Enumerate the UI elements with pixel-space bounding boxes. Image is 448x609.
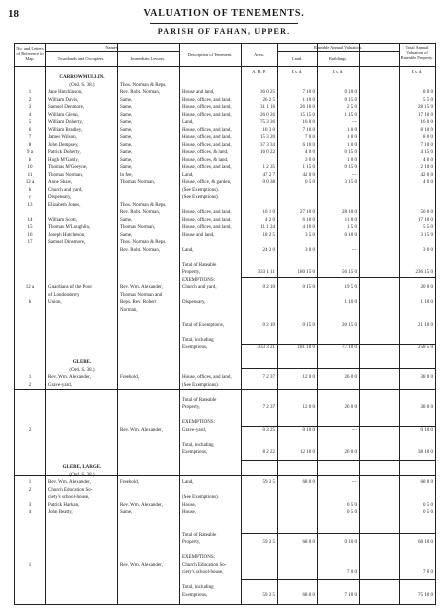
col-rule: [45, 44, 46, 604]
cell-occ: Hugh M'Ganly,: [48, 157, 79, 163]
cell-bld: 7 10 0: [344, 592, 357, 598]
cell-occ: John Beatty,: [48, 510, 73, 515]
cell-land: 6 10 0: [302, 142, 315, 148]
header-lessors: Immediate Lessors.: [130, 56, 166, 61]
cell-desc: Exemptions,: [182, 345, 208, 350]
cell-desc: Land,: [182, 480, 194, 485]
cell-les: Rev. Robt. Norman,: [120, 210, 161, 215]
cell-les: Thomas Norman and: [120, 292, 163, 298]
cell-occ: Grave-yard,: [48, 382, 73, 388]
cell-bld: 1 15 0: [344, 112, 357, 118]
cell-bld: 3 15 0: [344, 180, 357, 185]
cell-occ: (Ord. S. 38.): [69, 472, 95, 478]
cell-tot: 4 15 0: [420, 150, 433, 155]
cell-bld: —: [352, 427, 357, 433]
cell-bld: 26 0 0: [344, 375, 357, 380]
cell-tot: 68 10 0: [418, 540, 433, 545]
cell-les: Same,: [120, 232, 133, 238]
cell-tot: 8 0 0: [423, 135, 433, 140]
cell-occ: CARROWMULLIN.: [59, 75, 105, 80]
cell-desc: House, offices, and land,: [182, 112, 232, 118]
cell-les: Rev. Wm. Alexander,: [120, 502, 163, 508]
cell-no: 2: [28, 382, 32, 388]
cell-bld: 1 5 0: [347, 225, 357, 230]
cell-area: 31 1 16: [260, 105, 275, 110]
header-buildings: Buildings.: [328, 56, 348, 61]
cell-area: 15 3 20: [260, 135, 275, 140]
cell-desc: House, offices, and land,: [182, 375, 232, 380]
cell-land: 3 5 0: [305, 232, 315, 238]
cell-desc: Total of Exemptions,: [182, 322, 225, 328]
cell-area: 26 2 5: [262, 97, 275, 103]
cell-no: 7: [28, 135, 32, 140]
cell-tot: 2 10 0: [420, 165, 433, 170]
cell-area: 24 2 0: [262, 247, 275, 253]
cell-occ: Thomas M'Loughlin,: [48, 225, 91, 230]
cell-desc: House and land,: [182, 232, 215, 238]
title-rule: [150, 23, 298, 24]
cell-tot: 42 0 0: [420, 172, 433, 178]
cell-les: Thos. Norman & Reps.: [120, 82, 167, 88]
cell-les: Rev. Robt. Norman,: [120, 247, 161, 253]
cell-no: 1: [28, 375, 32, 380]
cell-area: 18 2 5: [262, 232, 275, 238]
cell-land: 181 10 0: [297, 345, 315, 350]
cell-tot: 0 10 0: [420, 427, 433, 433]
cell-desc: House and land,: [182, 90, 215, 95]
cell-desc: (See Exemptions).: [182, 195, 219, 200]
cell-occ: of Londonderry: [48, 292, 80, 298]
cell-occ: Samuel Denmore,: [48, 105, 85, 110]
cell-les: Rev. Wm. Alexander,: [120, 285, 163, 290]
cell-occ: GLEBE.: [72, 360, 92, 365]
cell-desc: Total of Rateable: [182, 532, 217, 538]
cell-occ: Thomas Norman,: [48, 172, 83, 178]
col-rule: [179, 44, 180, 604]
cell-les: Rev. Wm. Alexander,: [120, 427, 163, 433]
cell-tot: 68 0 0: [420, 480, 433, 485]
cell-tot: 7 0 0: [423, 570, 433, 575]
cell-tot: 28 15 0: [418, 105, 433, 110]
cell-occ: (Ord. S. 38.): [69, 367, 95, 373]
cell-bld: 0 15 0: [344, 165, 357, 170]
cell-desc: Total of Rateable: [182, 397, 217, 403]
cell-tot: 0 5 0: [423, 510, 433, 515]
cell-tot: 236 15 0: [415, 270, 433, 275]
unit-lsd: £ s. d.: [332, 69, 344, 74]
cell-occ: William Doherty,: [48, 120, 83, 125]
cell-desc: ciety's school-house,: [182, 570, 224, 575]
cell-bld: 0 10 0: [344, 232, 357, 238]
cell-les: Same,: [120, 97, 133, 103]
cell-bld: 1 10 0: [344, 300, 357, 305]
cell-tot: 4 0 0: [423, 157, 433, 163]
cell-no: 2: [28, 97, 32, 103]
cell-desc: House,: [182, 510, 197, 515]
cell-desc: Total, including: [182, 442, 214, 448]
cell-bld: 0 5 0: [347, 510, 357, 515]
cell-les: Same,: [120, 150, 133, 155]
cell-occ: Rev. Wm. Alexander,: [48, 375, 91, 380]
cell-desc: Exemptions,: [182, 592, 208, 598]
cell-tot: 4 0 0: [423, 180, 433, 185]
cell-no: 12 a: [25, 285, 35, 290]
cell-desc: EXEMPTIONS:: [182, 555, 216, 560]
cell-occ: ciety's school-house,: [48, 495, 90, 500]
cell-les: Same,: [120, 165, 133, 170]
cell-bld: 1 0 0: [347, 157, 357, 163]
cell-occ: William Scott,: [48, 217, 77, 223]
cell-area: 11 1 24: [260, 225, 275, 230]
cell-no: c: [28, 195, 32, 200]
cell-no: 4: [28, 112, 32, 118]
cell-land: 7 0 0: [305, 135, 315, 140]
cell-bld: 0 15 0: [344, 97, 357, 103]
cell-desc: Property,: [182, 270, 201, 275]
cell-land: 15 15 0: [300, 112, 315, 118]
cell-bld: 1 0 0: [347, 142, 357, 148]
cell-occ: Jane Hutchinson,: [48, 90, 83, 95]
cell-desc: House, office, & garden,: [182, 180, 232, 185]
cell-land: 0 10 0: [302, 427, 315, 433]
cell-desc: Dispensary,: [182, 300, 206, 305]
cell-area: 0 3 25: [262, 427, 275, 433]
cell-no: b: [28, 157, 32, 163]
cell-les: Thos. Norman & Reps.: [120, 202, 167, 208]
cell-area: 75 3 36: [260, 120, 275, 125]
cell-desc: Land,: [182, 247, 194, 253]
header-rule: [45, 51, 179, 52]
cell-les: Same,: [120, 157, 133, 163]
valuation-table: [14, 43, 436, 605]
cell-les: Thos. Norman & Reps.: [120, 240, 167, 245]
cell-no: 11: [27, 172, 33, 178]
unit-arp: A. R. P.: [252, 69, 266, 74]
cell-tot: 75 10 0: [418, 592, 433, 598]
cell-desc: (See Exemptions).: [182, 495, 219, 500]
cell-desc: Exemptions,: [182, 450, 208, 455]
cell-tot: 258 5 0: [418, 345, 433, 350]
cell-occ: Rev. Wm. Alexander,: [48, 480, 91, 485]
cell-tot: 21 10 0: [418, 322, 433, 328]
cell-les: Same,: [120, 112, 133, 118]
cell-no: 10: [27, 165, 33, 170]
cell-no: 4: [28, 510, 32, 515]
cell-tot: 38 10 0: [418, 450, 433, 455]
sum-rule: [241, 277, 435, 278]
cell-bld: 2 5 0: [347, 105, 357, 110]
cell-les: Same,: [120, 135, 133, 140]
cell-occ: Thomas M'Geeyne,: [48, 165, 88, 170]
cell-no: 9 a: [27, 150, 33, 155]
cell-land: 3 0 0: [305, 247, 315, 253]
cell-occ: James Wilson,: [48, 135, 77, 140]
header-area: Area.: [254, 52, 264, 57]
cell-bld: 19 5 0: [344, 285, 357, 290]
unit-lsd: £ s. d.: [291, 69, 303, 74]
cell-desc: Church Education So-: [182, 562, 227, 568]
cell-land: 7 10 0: [302, 127, 315, 133]
cell-area: 0 2 10: [262, 285, 275, 290]
cell-desc: Total, including: [182, 337, 214, 343]
cell-area: 333 3 21: [257, 345, 275, 350]
cell-bld: 26 0 0: [344, 450, 357, 455]
cell-land: 12 0 0: [302, 375, 315, 380]
cell-tot: 20 0 0: [420, 285, 433, 290]
cell-bld: 77 10 0: [342, 345, 357, 350]
cell-bld: 11 0 0: [344, 217, 357, 223]
header-names: Names.: [105, 45, 119, 50]
cell-land: 68 0 0: [302, 592, 315, 598]
cell-bld: 56 15 0: [342, 270, 357, 275]
cell-land: 16 0 0: [302, 120, 315, 125]
cell-occ: Patrick Doherty,: [48, 150, 81, 155]
unit-lsd: £ s. d.: [411, 69, 423, 74]
cell-area: 47 2 7: [262, 172, 275, 178]
cell-land: 1 10 0: [302, 97, 315, 103]
cell-no: 1: [28, 480, 32, 485]
cell-no: 17: [27, 240, 33, 245]
cell-occ: William Davis,: [48, 97, 79, 103]
cell-area: 10 3 0: [262, 127, 275, 133]
cell-tot: 1 10 0: [420, 300, 433, 305]
cell-area: 36 0 25: [260, 90, 275, 95]
cell-no: 3: [28, 105, 32, 110]
cell-desc: House, offices, and land,: [182, 142, 232, 148]
cell-desc: Total of Rateable: [182, 262, 217, 268]
cell-desc: EXEMPTIONS:: [182, 277, 216, 283]
cell-bld: 1 0 0: [347, 127, 357, 133]
cell-occ: William Glenn,: [48, 112, 79, 118]
cell-area: 8 2 22: [262, 450, 275, 455]
cell-tot: 38 0 0: [420, 405, 433, 410]
cell-no: 3: [28, 502, 32, 508]
cell-les: Same,: [120, 510, 133, 515]
cell-land: 3 0 0: [305, 157, 315, 163]
cell-tot: 56 0 0: [420, 210, 433, 215]
cell-tot: 3 15 0: [420, 232, 433, 238]
cell-occ: Joseph Hutcheson,: [48, 232, 86, 238]
page-title: VALUATION OF TENEMENTS.: [143, 8, 305, 19]
cell-land: 27 10 0: [300, 210, 315, 215]
cell-desc: House, offices, and land,: [182, 127, 232, 133]
cell-les: Thomas Norman,: [120, 225, 155, 230]
cell-land: 0 5 0: [305, 180, 315, 185]
cell-desc: House, offices, and land,: [182, 217, 232, 223]
cell-tot: 7 10 0: [420, 142, 433, 148]
cell-occ: Elizabeth Jones,: [48, 202, 81, 208]
cell-area: 7 2 37: [262, 375, 275, 380]
cell-occ: Dispensary,: [48, 195, 72, 200]
cell-les: Freehold,: [120, 375, 140, 380]
cell-no: 16: [27, 232, 33, 238]
cell-area: 16 0 22: [260, 150, 275, 155]
cell-occ: Church and yard,: [48, 187, 83, 193]
cell-desc: House, offices, and land,: [182, 105, 232, 110]
cell-bld: 7 0 0: [347, 570, 357, 575]
cell-desc: Total, including: [182, 585, 214, 590]
page-subtitle: PARISH OF FAHAN, UPPER.: [157, 27, 291, 36]
sum-rule: [241, 368, 435, 369]
cell-tot: 8 0 0: [423, 90, 433, 95]
cell-area: 59 3 5: [262, 592, 275, 598]
cell-les: Thomas Norman,: [120, 180, 155, 185]
cell-area: 4 2 0: [265, 217, 275, 223]
cell-les: In fee,: [120, 172, 133, 178]
cell-les: Same,: [120, 105, 133, 110]
cell-occ: William Bradley,: [48, 127, 83, 133]
cell-land: 0 15 0: [302, 285, 315, 290]
header-no: No. and Letters of Reference to Map.: [16, 46, 44, 61]
cell-bld: 26 0 0: [344, 405, 357, 410]
cell-tot: 3 0 0: [423, 247, 433, 253]
cell-no: 8: [28, 142, 32, 148]
cell-les: Same,: [120, 217, 133, 223]
cell-area: 7 2 37: [262, 405, 275, 410]
cell-les: Freehold,: [120, 480, 140, 485]
cell-desc: House, offices, and land,: [182, 97, 232, 103]
cell-land: 68 0 0: [302, 480, 315, 485]
cell-no: b: [28, 300, 32, 305]
cell-bld: —: [352, 172, 357, 178]
cell-les: Rev. Wm. Alexander,: [120, 562, 163, 568]
cell-occ: GLEBE, LARGE.: [62, 465, 102, 470]
cell-bld: 0 5 0: [347, 502, 357, 508]
cell-desc: Land,: [182, 120, 194, 125]
cell-area: 0 0 38: [262, 180, 275, 185]
cell-bld: 0 10 0: [344, 90, 357, 95]
cell-desc: Church and yard,: [182, 285, 217, 290]
cell-tot: 8 10 0: [420, 127, 433, 133]
cell-bld: 0 15 0: [344, 150, 357, 155]
header-total: Total Annual Valuation of Rateable Property.: [400, 45, 434, 60]
cell-land: 6 10 0: [302, 217, 315, 223]
cell-land: 42 0 0: [302, 172, 315, 178]
cell-les: Reps. Rev. Robert: [120, 300, 157, 305]
cell-desc: House, offices, and land,: [182, 225, 232, 230]
cell-occ: Samuel Dinsmore,: [48, 240, 86, 245]
cell-tot: 5 5 0: [423, 225, 433, 230]
cell-les: Rev. Robt. Norman,: [120, 90, 161, 95]
cell-tot: 38 0 0: [420, 375, 433, 380]
cell-area: 59 3 5: [262, 480, 275, 485]
cell-area: 333 1 11: [257, 270, 275, 275]
cell-les: Same,: [120, 120, 133, 125]
cell-land: 4 0 0: [305, 150, 315, 155]
cell-area: 37 3 34: [260, 142, 275, 148]
cell-no: 5: [28, 120, 32, 125]
cell-occ: Guardians of the Poor: [48, 285, 93, 290]
cell-desc: (See Exemptions).: [182, 187, 219, 193]
cell-bld: 1 0 0: [347, 135, 357, 140]
cell-desc: House, offices, & land,: [182, 157, 229, 163]
cell-no: 1: [28, 562, 32, 568]
header-land: Land.: [291, 56, 303, 61]
cell-no: b: [28, 187, 32, 193]
cell-land: 4 10 0: [302, 225, 315, 230]
header-townlands: Townlands and Occupiers.: [57, 56, 105, 61]
cell-no: 2: [28, 427, 32, 433]
cell-no: 14: [27, 217, 33, 223]
cell-bld: —: [352, 247, 357, 253]
header-rule: [15, 66, 435, 67]
cell-land: 1 15 0: [302, 165, 315, 170]
cell-bld: —: [352, 120, 357, 125]
cell-tot: 17 10 0: [418, 112, 433, 118]
page-number: 18: [8, 8, 19, 20]
cell-land: 12 10 0: [300, 450, 315, 455]
col-rule: [359, 44, 360, 604]
cell-les: Same,: [120, 127, 133, 133]
cell-desc: House, offices, and land,: [182, 135, 232, 140]
cell-tot: 17 10 0: [418, 217, 433, 223]
cell-land: 0 15 0: [302, 322, 315, 328]
cell-bld: 20 15 0: [342, 322, 357, 328]
cell-no: 12 a: [25, 180, 35, 185]
header-rule: [277, 51, 399, 52]
cell-occ: (Ord. S. 38.): [69, 82, 95, 88]
cell-occ: Patrick Harkan,: [48, 502, 80, 508]
cell-desc: Grave-yard,: [182, 427, 207, 433]
cell-area: 1 2 35: [262, 165, 275, 170]
cell-land: 7 10 0: [302, 90, 315, 95]
cell-desc: House, offices, and land,: [182, 165, 232, 170]
cell-les: Same,: [120, 142, 133, 148]
cell-bld: 28 10 0: [342, 210, 357, 215]
cell-area: 0 2 10: [262, 322, 275, 328]
cell-occ: Union,: [48, 300, 62, 305]
sum-rule: [241, 533, 435, 534]
cell-desc: (See Exemptions).: [182, 382, 219, 388]
cell-les: Norman,: [120, 307, 138, 313]
cell-no: 2: [28, 487, 32, 493]
cell-desc: House, offices, and land,: [182, 210, 232, 215]
cell-desc: EXEMPTIONS:: [182, 420, 216, 425]
cell-land: 26 10 0: [300, 105, 315, 110]
cell-desc: House,: [182, 502, 197, 508]
cell-area: 26 0 26: [260, 112, 275, 118]
cell-land: 12 0 0: [302, 405, 315, 410]
cell-occ: Anne Shaw,: [48, 180, 73, 185]
cell-area: 16 1 0: [262, 210, 275, 215]
cell-no: 1: [28, 90, 32, 95]
cell-occ: John Dempsey,: [48, 142, 79, 148]
sum-rule: [241, 460, 435, 461]
cell-no: 15: [27, 225, 33, 230]
cell-desc: Land,: [182, 172, 194, 178]
cell-occ: Church Education So-: [48, 487, 93, 493]
cell-no: 13: [27, 202, 33, 208]
cell-land: 68 0 0: [302, 540, 315, 545]
sum-rule: [241, 579, 435, 580]
header-annual: Rateable Annual Valuation.: [313, 45, 363, 50]
cell-bld: 0 10 0: [344, 540, 357, 545]
header-description: Description of Tenement.: [187, 52, 233, 57]
cell-no: 6: [28, 127, 32, 133]
cell-land: 180 15 0: [297, 270, 315, 275]
col-rule: [117, 44, 118, 604]
cell-tot: 5 5 0: [423, 97, 433, 103]
cell-desc: Property,: [182, 405, 201, 410]
cell-desc: Property,: [182, 540, 201, 545]
cell-tot: 16 0 0: [420, 120, 433, 125]
cell-area: 59 3 5: [262, 540, 275, 545]
section-rule: [15, 389, 435, 390]
cell-tot: 0 5 0: [423, 502, 433, 508]
cell-bld: —: [352, 480, 357, 485]
cell-desc: House, offices, & land,: [182, 150, 229, 155]
